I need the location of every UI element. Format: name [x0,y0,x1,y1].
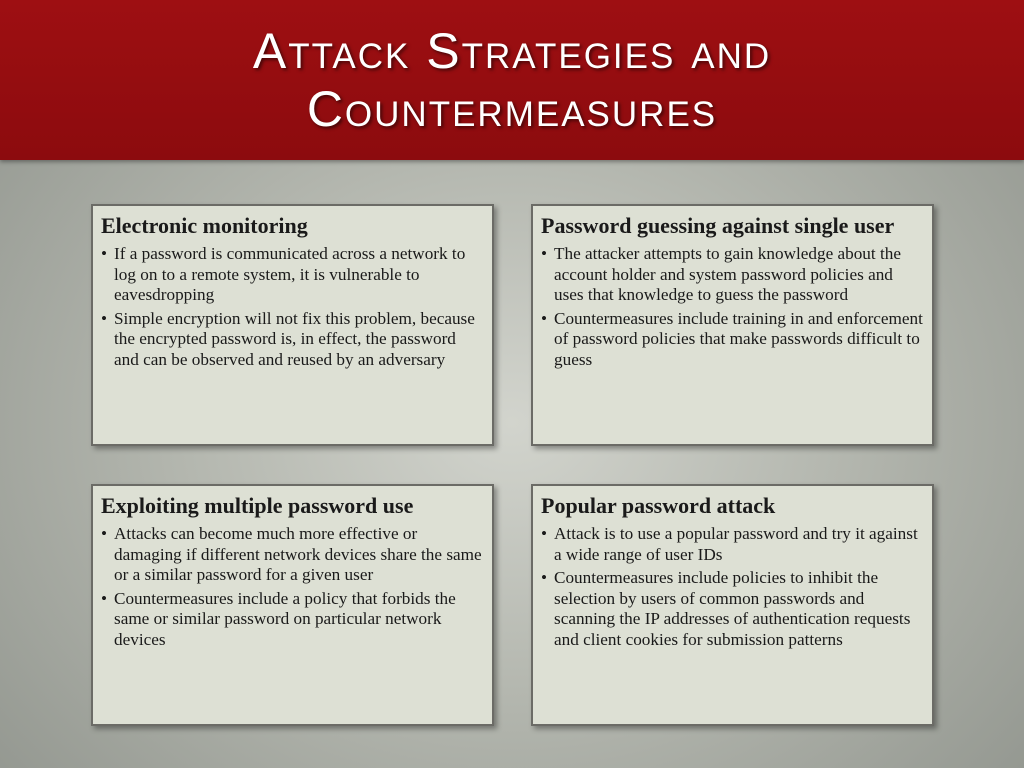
bullet-marker: • [541,568,548,588]
slide-title-line-1: Attack Strategies and [252,23,772,79]
bullet-list [541,244,924,371]
bullet-text: Countermeasures include policies to inhibit the selection by users of common passwords and scanning the IP addresses of authentication requests and client cookies for submission patterns [554,568,911,649]
card-exploiting-multiple-password-use [91,484,494,726]
bullet-marker: • [101,588,108,608]
bullet-marker: • [101,244,108,263]
bullet-text: Attacks can become much more effective or damaging if different network devices share the same or a similar password for a given user [114,524,482,585]
bullet-marker: • [541,244,548,263]
card-heading: Password guessing against single user [541,213,895,238]
bullet-item [541,244,924,306]
card-heading: Electronic monitoring [101,213,308,238]
card-heading: Exploiting multiple password use [101,493,414,518]
bullet-marker: • [101,308,108,328]
bullet-item [541,309,924,371]
slide-title-line-2: Countermeasures [306,81,718,137]
bullet-list [101,244,484,371]
card-popular-password-attack [531,484,934,726]
bullet-text: If a password is communicated across a network to log on to a remote system, it is vulnerable to eavesdropping [114,244,466,305]
bullet-item [541,568,924,650]
slide-title [0,22,1024,138]
bullet-text: Simple encryption will not fix this problem, because the encrypted password is, in effect, the password and can be observed and reused by an adversary [114,308,475,369]
bullet-text: Countermeasures include a policy that forbids the same or similar password on particular network devices [114,588,456,649]
bullet-item [101,589,484,651]
card-electronic-monitoring [91,204,494,446]
card-heading: Popular password attack [541,493,776,518]
bullet-marker: • [541,524,548,543]
bullet-list [101,524,484,651]
bullet-marker: • [101,524,108,543]
bullet-marker: • [541,308,548,328]
bullet-item [101,244,484,306]
bullet-text: Countermeasures include training in and enforcement of password policies that make passwords difficult to guess [554,308,923,369]
bullet-list [541,524,924,651]
bullet-item [101,524,484,586]
bullet-text: The attacker attempts to gain knowledge about the account holder and system password policies and uses that knowledge to guess the password [554,244,901,305]
bullet-text: Attack is to use a popular password and try it against a wide range of user IDs [554,524,918,564]
bullet-item [101,309,484,371]
card-password-guessing-single-user [531,204,934,446]
bullet-item [541,524,924,565]
title-band [0,0,1024,160]
